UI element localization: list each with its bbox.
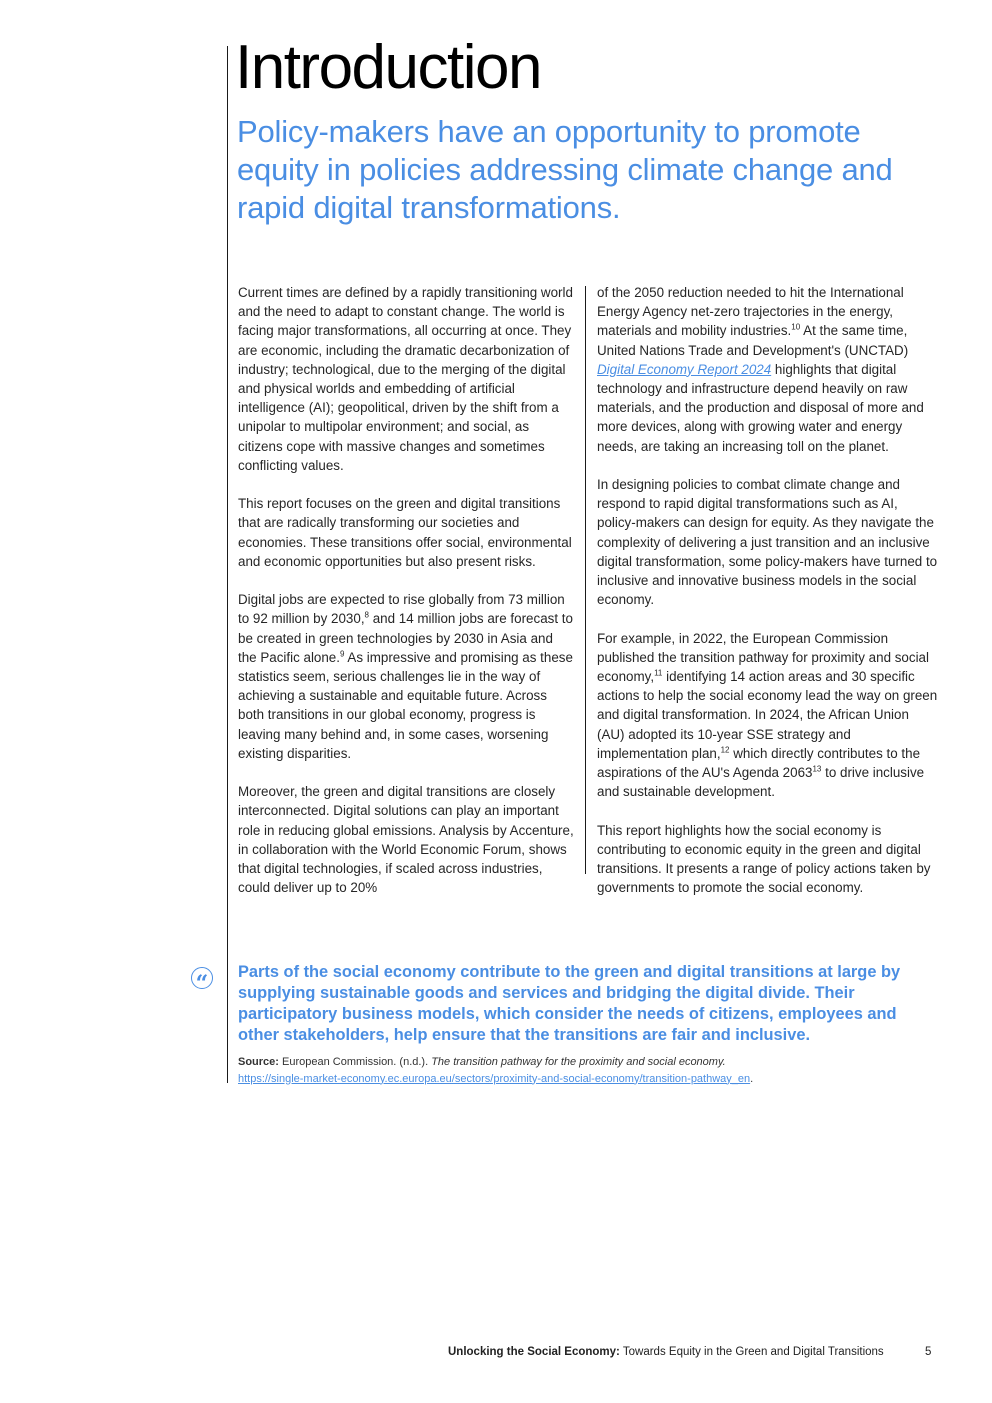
page-title: Introduction bbox=[235, 33, 541, 102]
paragraph: In designing policies to combat climate change and respond to rapid digital transformations such as AI, policy-makers can design for equity. As they navigate the complexity of delivering a just transition and an inclusive digital transformation, some policy-makers have turned to inclusive and innovative business models in the social economy. bbox=[597, 477, 938, 608]
digital-economy-report-link[interactable]: Digital Economy Report 2024 bbox=[597, 361, 772, 377]
source-label: Source: bbox=[238, 1056, 279, 1068]
quote-source: Source: European Commission. (n.d.). The transition pathway for the proximity and social economy. https://single-market-economy.ec.europa.eu/sectors/proximity-and-social-economy/transition-pathway_en. bbox=[238, 1056, 754, 1085]
paragraph: For example, in 2022, the European Commission published the transition pathway for proximity and social economy,$^{11}$ identifying 14 action areas and 30 specific actions to help the social economy lead the way on green and digital transformation. In 2024, the African Union (AU) adopted its 10-year SSE strategy and implementation plan,$^{12}$ which directly contributes to the aspirations of the AU's Agenda 2063$^{13}$ to drive inclusive and sustainable development. bbox=[597, 630, 938, 800]
column-divider bbox=[585, 286, 586, 874]
source-url-link[interactable]: https://single-market-economy.ec.europa.eu/sectors/proximity-and-social-economy/transition-pathway_en bbox=[238, 1072, 751, 1085]
paragraph: This report highlights how the social economy is contributing to economic equity in the green and digital transitions. It presents a range of policy actions taken by governments to promote the social economy. bbox=[597, 822, 931, 896]
paragraph: Digital jobs are expected to rise globally from 73 million to 92 million by 2030,$^8$ and 14 million jobs are forecast to be created in green technologies by 2030 in Asia and the Pacific alone.$^9$ As impressive and promising as these statistics seem, serious challenges lie in the way of achieving a sustainable and equitable future. Across both transitions in our global economy, progress is leaving many behind and, in some cases, worsening existing disparities. bbox=[238, 592, 573, 761]
footnote-ref[interactable]: 11 bbox=[654, 668, 663, 678]
left-vertical-rule bbox=[227, 46, 228, 1083]
paragraph: of the 2050 reduction needed to hit the International Energy Agency net-zero trajectories in the energy, materials and mobility industries.$^{10}$ At the same time, United Nations Trade and Development's (UNCTAD) Digital Economy Report 2024 highlights that digital technology and infrastructure depend heavily on raw materials, and the production and disposal of more and more devices, along with growing water and energy needs, are taking an increasing toll on the planet. bbox=[597, 285, 924, 454]
footer-report-title: Unlocking the Social Economy: Towards Equity in the Green and Digital Transitions bbox=[448, 1346, 884, 1358]
footnote-ref[interactable]: 12 bbox=[720, 745, 730, 755]
pull-quote: Parts of the social economy contribute to the green and digital transitions at large by supplying sustainable goods and services and bridging the digital divide. Their participatory business models, which consider the needs of citizens, employees and other stakeholders, help ensure that the transitions are fair and inclusive. bbox=[238, 963, 901, 1044]
page-subtitle: Policy-makers have an opportunity to promote equity in policies addressing climate change and rapid digital transformations. bbox=[237, 114, 893, 225]
footnote-ref[interactable]: 13 bbox=[812, 764, 822, 774]
paragraph: Current times are defined by a rapidly transitioning world and the need to adapt to constant change. The world is facing major transformations, all occurring at once. They are economic, including the dramatic decarbonization of industry; technological, due to the merging of the digital and physical worlds and embedding of artificial intelligence (AI); geopolitical, driven by the shift from a unipolar to multipolar environment; and social, as citizens cope with massive changes and sometimes conflicting values. bbox=[238, 285, 573, 473]
right-column bbox=[597, 283, 939, 917]
left-column bbox=[238, 283, 574, 917]
footnote-ref[interactable]: 8 bbox=[364, 610, 369, 620]
paragraph: This report focuses on the green and digital transitions that are radically transforming our societies and economies. These transitions offer social, environmental and economic opportunities but also present risks. bbox=[238, 496, 572, 569]
page-number: 5 bbox=[925, 1346, 932, 1358]
footnote-ref[interactable]: 9 bbox=[339, 649, 345, 659]
quote-icon: “ bbox=[191, 967, 213, 989]
source-title: The transition pathway for the proximity and social economy. bbox=[431, 1056, 726, 1068]
footnote-ref[interactable]: 10 bbox=[791, 322, 801, 332]
paragraph: Moreover, the green and digital transitions are closely interconnected. Digital solutions can play an important role in reducing global emissions. Analysis by Accenture, in collaboration with the World Economic Forum, shows that digital technologies, if scaled across industries, could deliver up to 20% bbox=[238, 784, 574, 896]
